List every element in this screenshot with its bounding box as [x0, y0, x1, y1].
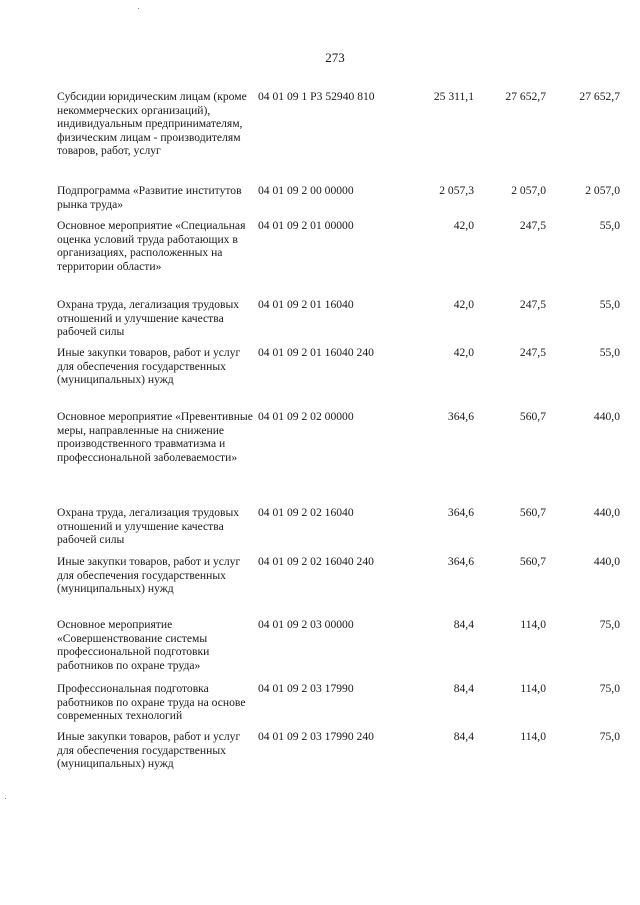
row-name: Основное мероприятие «Превентивные меры, направленные на снижение производственного травматизма и профессиональной заболеваемости»	[57, 410, 253, 464]
row-value-1: 84,4	[453, 730, 474, 743]
row-value-2: 114,0	[520, 618, 546, 631]
row-value-3: 55,0	[599, 346, 620, 359]
row-code: 04 01 09 2 02 00000	[258, 410, 354, 423]
row-value-3: 440,0	[593, 555, 620, 568]
row-value-2: 560,7	[519, 410, 546, 423]
row-code: 04 01 09 2 03 17990 240	[258, 730, 374, 743]
row-value-1: 2 057,3	[439, 184, 474, 197]
row-name: Иные закупки товаров, работ и услуг для обеспечения государственных (муниципальных) нужд	[57, 555, 241, 596]
row-value-3: 75,0	[599, 618, 620, 631]
row-code: 04 01 09 2 00 00000	[258, 184, 354, 197]
row-value-1: 364,6	[447, 506, 474, 519]
row-value-2: 114,0	[520, 730, 546, 743]
row-value-2: 560,7	[519, 555, 546, 568]
row-name: Подпрограмма «Развитие институтов рынка труда»	[57, 184, 242, 211]
row-name: Охрана труда, легализация трудовых отношений и улучшение качества рабочей силы	[57, 506, 240, 547]
row-value-1: 42,0	[453, 298, 474, 311]
row-value-2: 27 652,7	[505, 90, 546, 103]
row-value-1: 42,0	[453, 219, 474, 232]
row-value-3: 55,0	[599, 298, 620, 311]
row-value-1: 42,0	[453, 346, 474, 359]
row-value-3: 440,0	[593, 410, 620, 423]
row-name: Иные закупки товаров, работ и услуг для обеспечения государственных (муниципальных) нужд	[57, 730, 241, 771]
row-value-2: 2 057,0	[511, 184, 546, 197]
row-value-2: 114,0	[520, 682, 546, 695]
row-value-2: 247,5	[519, 219, 546, 232]
page-number: 273	[325, 50, 345, 65]
row-name: Охрана труда, легализация трудовых отношений и улучшение качества рабочей силы	[57, 298, 240, 339]
scan-speck	[5, 798, 6, 799]
row-name: Профессиональная подготовка работников по охране труда на основе современных технологий	[57, 682, 246, 723]
row-name: Иные закупки товаров, работ и услуг для обеспечения государственных (муниципальных) нужд	[57, 346, 241, 387]
row-value-2: 560,7	[519, 506, 546, 519]
row-code: 04 01 09 2 03 00000	[258, 618, 354, 631]
row-name: Основное мероприятие «Специальная оценка условий труда работающих в организациях, расположенных на территории области»	[57, 219, 246, 273]
row-value-3: 27 652,7	[579, 90, 620, 103]
row-code: 04 01 09 2 02 16040	[258, 506, 354, 519]
scan-speck	[138, 8, 139, 9]
row-value-3: 75,0	[599, 682, 620, 695]
row-value-1: 84,4	[453, 682, 474, 695]
row-code: 04 01 09 1 P3 52940 810	[258, 90, 375, 103]
row-value-1: 84,4	[453, 618, 474, 631]
row-code: 04 01 09 2 01 00000	[258, 219, 354, 232]
row-value-3: 2 057,0	[585, 184, 620, 197]
row-name: Основное мероприятие «Совершенствование системы профессиональной подготовки работников по охране труда»	[57, 618, 210, 672]
row-value-1: 364,6	[447, 410, 474, 423]
row-code: 04 01 09 2 03 17990	[258, 682, 354, 695]
row-code: 04 01 09 2 01 16040 240	[258, 346, 374, 359]
row-code: 04 01 09 2 02 16040 240	[258, 555, 374, 568]
row-value-3: 75,0	[599, 730, 620, 743]
row-value-3: 55,0	[599, 219, 620, 232]
row-value-1: 25 311,1	[433, 90, 474, 103]
row-value-1: 364,6	[447, 555, 474, 568]
row-value-2: 247,5	[519, 298, 546, 311]
row-code: 04 01 09 2 01 16040	[258, 298, 354, 311]
row-name: Субсидии юридическим лицам (кроме некоммерческих организаций), индивидуальным предпринимателям, физическим лицам - производителям товаров, работ, услуг	[57, 90, 247, 158]
row-value-2: 247,5	[519, 346, 546, 359]
row-value-3: 440,0	[593, 506, 620, 519]
